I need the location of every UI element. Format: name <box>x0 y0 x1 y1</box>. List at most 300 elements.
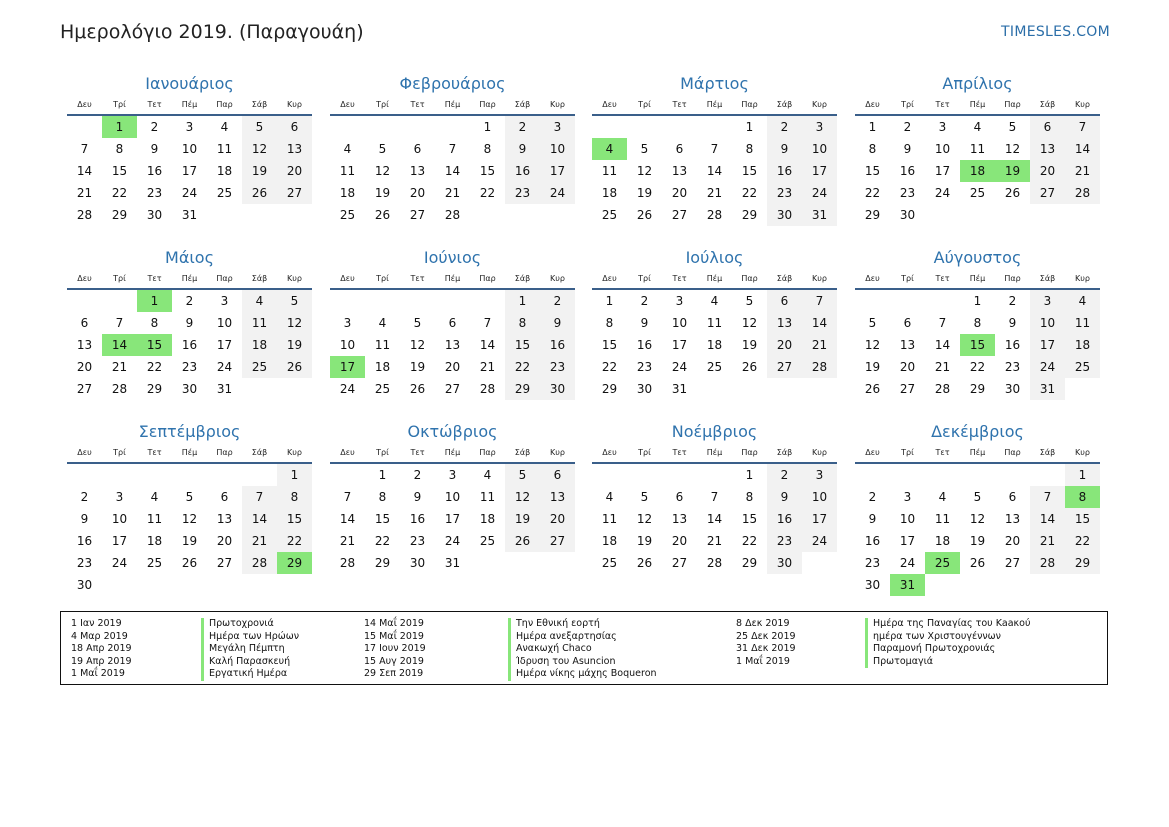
day-cell: 13 <box>1030 138 1065 160</box>
month-block <box>67 73 312 226</box>
day-cell: 18 <box>1065 334 1100 356</box>
day-cell: 9 <box>868 512 877 526</box>
day-cell: 24 <box>802 530 837 552</box>
day-cell: 12 <box>277 312 312 334</box>
day-cell: 26 <box>969 556 986 570</box>
month-name: Μάιος <box>165 248 214 267</box>
day-cell: 28 <box>76 208 93 222</box>
day-cell: 22 <box>1065 530 1100 552</box>
day-cell: 30 <box>636 382 653 396</box>
day-cell: 11 <box>216 142 233 156</box>
day-cell: 19 <box>181 534 198 548</box>
day-cell: 4 <box>605 490 614 504</box>
day-cell: 23 <box>146 186 163 200</box>
day-cell: 3 <box>448 468 457 482</box>
day-cell: 2 <box>413 468 422 482</box>
day-cell: 22 <box>864 186 881 200</box>
empty-cell <box>697 116 732 138</box>
day-cell: 2 <box>150 120 159 134</box>
day-cell: 13 <box>899 338 916 352</box>
day-cell: 18 <box>216 164 233 178</box>
day-cell: 2 <box>767 116 802 138</box>
weekday-label: Τετ <box>672 100 687 109</box>
weekday-header <box>855 271 1100 290</box>
month-block <box>67 421 312 596</box>
day-cell: 12 <box>409 338 426 352</box>
day-cell: 22 <box>505 356 540 378</box>
holiday-name: Καλή Παρασκευή <box>201 656 299 669</box>
day-cell: 18 <box>601 534 618 548</box>
weekday-label: Κυρ <box>550 274 565 283</box>
day-cell: 17 <box>1030 334 1065 356</box>
weekday-header <box>330 271 575 290</box>
day-cell: 3 <box>115 490 124 504</box>
weekday-label: Σάβ <box>1039 274 1056 283</box>
weekday-label: Πέμ <box>969 100 986 109</box>
day-cell: 22 <box>146 360 163 374</box>
holiday-name: Ημέρα της Παναγίας του Κaaκού <box>865 618 1030 631</box>
holiday-name: Πρωτομαγιά <box>865 656 1030 669</box>
day-cell: 23 <box>767 530 802 552</box>
day-cell: 15 <box>1065 508 1100 530</box>
holiday-name: Πρωτοχρονιά <box>201 618 299 631</box>
weekday-label: Πέμ <box>181 448 198 457</box>
day-cell: 7 <box>483 316 492 330</box>
site-link[interactable]: TIMESLES.COM <box>1001 24 1110 40</box>
day-grid <box>592 116 837 226</box>
day-cell: 15 <box>741 512 758 526</box>
weekday-label: Δευ <box>340 274 355 283</box>
day-cell: 4 <box>483 468 492 482</box>
day-cell: 19 <box>505 508 540 530</box>
day-cell: 21 <box>479 360 496 374</box>
day-cell: 9 <box>80 512 89 526</box>
day-cell: 26 <box>1004 186 1021 200</box>
day-cell: 11 <box>601 164 618 178</box>
day-cell: 8 <box>483 142 492 156</box>
day-cell: 29 <box>505 378 540 400</box>
weekday-label: Τετ <box>147 274 162 283</box>
weekday-header <box>67 97 312 116</box>
month-block <box>330 73 575 226</box>
day-cell: 13 <box>76 338 93 352</box>
day-cell: 4 <box>150 490 159 504</box>
day-cell: 21 <box>1065 160 1100 182</box>
day-cell: 13 <box>767 312 802 334</box>
holiday-date: 19 Απρ 2019 <box>71 655 132 667</box>
day-cell: 24 <box>899 556 916 570</box>
month-block <box>855 73 1100 226</box>
day-cell: 2 <box>185 294 194 308</box>
empty-cell <box>330 290 365 312</box>
day-cell: 8 <box>868 142 877 156</box>
empty-cell <box>470 290 505 312</box>
day-cell: 6 <box>1008 490 1017 504</box>
weekday-label: Δευ <box>602 274 617 283</box>
empty-cell <box>435 116 470 138</box>
day-cell: 6 <box>413 142 422 156</box>
day-cell: 7 <box>115 316 124 330</box>
day-cell: 5 <box>640 490 649 504</box>
day-cell: 28 <box>802 356 837 378</box>
day-cell: 7 <box>938 316 947 330</box>
day-cell: 23 <box>899 186 916 200</box>
holiday-names-column <box>508 618 657 681</box>
day-cell: 27 <box>444 382 461 396</box>
day-cell: 13 <box>277 138 312 160</box>
day-cell: 14 <box>1065 138 1100 160</box>
weekday-label: Πέμ <box>969 274 986 283</box>
day-cell: 3 <box>675 294 684 308</box>
day-cell: 31 <box>671 382 688 396</box>
weekday-label: Κυρ <box>550 100 565 109</box>
weekday-label: Παρ <box>216 100 233 109</box>
day-cell: 7 <box>80 142 89 156</box>
day-cell: 7 <box>802 290 837 312</box>
day-cell: 11 <box>339 164 356 178</box>
day-cell: 3 <box>802 464 837 486</box>
month-name: Φεβρουάριος <box>399 74 506 93</box>
weekday-label: Τρί <box>376 274 389 283</box>
month-block <box>330 247 575 400</box>
day-cell: 8 <box>150 316 159 330</box>
day-cell: 28 <box>706 208 723 222</box>
month-name: Απρίλιος <box>942 74 1013 93</box>
day-cell: 14 <box>934 338 951 352</box>
day-cell: 1 <box>745 468 754 482</box>
day-cell: 11 <box>706 316 723 330</box>
day-cell: 2 <box>540 290 575 312</box>
day-cell: 4 <box>220 120 229 134</box>
month-block <box>855 421 1100 596</box>
day-cell: 10 <box>802 138 837 160</box>
empty-cell <box>365 290 400 312</box>
weekday-label: Πέμ <box>706 448 723 457</box>
weekday-label: Πέμ <box>706 100 723 109</box>
day-cell: 21 <box>76 186 93 200</box>
empty-cell <box>662 464 697 486</box>
weekday-label: Δευ <box>77 100 92 109</box>
day-cell: 18 <box>706 338 723 352</box>
empty-cell <box>400 290 435 312</box>
weekday-label: Πέμ <box>444 100 461 109</box>
empty-cell <box>855 464 890 486</box>
day-cell: 12 <box>636 512 653 526</box>
day-cell: 28 <box>479 382 496 396</box>
day-cell: 17 <box>111 534 128 548</box>
weekday-label: Δευ <box>865 448 880 457</box>
empty-cell <box>697 464 732 486</box>
day-cell: 1 <box>745 120 754 134</box>
day-cell: 1 <box>505 290 540 312</box>
holiday-date: 1 Μαΐ 2019 <box>736 655 790 667</box>
day-cell: 21 <box>339 534 356 548</box>
day-cell: 22 <box>741 186 758 200</box>
month-block <box>855 247 1100 400</box>
day-cell: 15 <box>374 512 391 526</box>
day-cell: 18 <box>934 534 951 548</box>
day-cell: 9 <box>903 142 912 156</box>
weekday-label: Παρ <box>479 274 496 283</box>
day-cell: 30 <box>409 556 426 570</box>
holiday-date: 14 Μαΐ 2019 <box>364 618 424 629</box>
holiday-names-column <box>201 618 299 681</box>
day-cell: 27 <box>1004 556 1021 570</box>
weekday-label: Παρ <box>216 448 233 457</box>
day-cell: 16 <box>636 338 653 352</box>
day-cell: 24 <box>1030 356 1065 378</box>
weekday-label: Τρί <box>638 274 651 283</box>
day-cell: 20 <box>409 186 426 200</box>
day-cell: 27 <box>671 208 688 222</box>
day-cell: 15 <box>505 334 540 356</box>
weekday-label: Δευ <box>865 100 880 109</box>
day-cell: 16 <box>76 534 93 548</box>
day-cell: 24 <box>540 182 575 204</box>
day-cell: 26 <box>181 556 198 570</box>
day-cell: 15 <box>111 164 128 178</box>
weekday-header <box>67 271 312 290</box>
day-cell: 7 <box>710 490 719 504</box>
day-cell: 10 <box>540 138 575 160</box>
weekday-label: Τετ <box>935 448 950 457</box>
day-cell: 27 <box>76 382 93 396</box>
weekday-label: Τρί <box>113 100 126 109</box>
empty-cell <box>662 116 697 138</box>
empty-cell <box>995 464 1030 486</box>
day-cell: 29 <box>741 208 758 222</box>
weekday-label: Σάβ <box>776 100 793 109</box>
day-cell: 4 <box>1065 290 1100 312</box>
day-cell: 30 <box>540 378 575 400</box>
empty-cell <box>960 464 995 486</box>
weekday-header <box>855 97 1100 116</box>
weekday-label: Παρ <box>741 448 758 457</box>
day-cell: 30 <box>864 578 881 592</box>
day-cell: 19 <box>409 360 426 374</box>
day-cell: 27 <box>1030 182 1065 204</box>
day-cell: 20 <box>671 534 688 548</box>
month-block <box>67 247 312 400</box>
month-name: Αύγουστος <box>933 248 1022 267</box>
day-cell: 24 <box>339 382 356 396</box>
day-cell: 20 <box>540 508 575 530</box>
empty-cell <box>400 116 435 138</box>
weekday-label: Δευ <box>340 100 355 109</box>
holiday-day-cell: 18 <box>960 160 995 182</box>
weekday-label: Κυρ <box>550 448 565 457</box>
day-cell: 20 <box>444 360 461 374</box>
day-cell: 19 <box>636 186 653 200</box>
day-cell: 26 <box>636 208 653 222</box>
day-cell: 20 <box>671 186 688 200</box>
weekday-label: Σάβ <box>251 448 268 457</box>
weekday-header <box>330 445 575 464</box>
weekday-label: Κυρ <box>1075 448 1090 457</box>
weekday-label: Παρ <box>741 274 758 283</box>
weekday-label: Τετ <box>410 274 425 283</box>
holiday-name: Ημέρα ανεξαρτησίας <box>508 631 657 644</box>
day-cell: 5 <box>868 316 877 330</box>
day-cell: 8 <box>277 486 312 508</box>
day-cell: 5 <box>378 142 387 156</box>
day-cell: 21 <box>111 360 128 374</box>
day-cell: 2 <box>868 490 877 504</box>
day-cell: 1 <box>868 120 877 134</box>
weekday-label: Κυρ <box>287 448 302 457</box>
day-cell: 17 <box>181 164 198 178</box>
day-cell: 12 <box>242 138 277 160</box>
holiday-day-cell: 1 <box>137 290 172 312</box>
holiday-name: Ημέρα νίκης μάχης Boqueron <box>508 668 657 681</box>
day-cell: 27 <box>899 382 916 396</box>
day-cell: 6 <box>277 116 312 138</box>
holiday-date: 1 Μαΐ 2019 <box>71 668 125 680</box>
day-cell: 22 <box>479 186 496 200</box>
day-cell: 27 <box>671 556 688 570</box>
day-cell: 31 <box>216 382 233 396</box>
empty-cell <box>890 464 925 486</box>
empty-cell <box>365 116 400 138</box>
day-cell: 25 <box>339 208 356 222</box>
day-cell: 11 <box>601 512 618 526</box>
empty-cell <box>435 290 470 312</box>
day-cell: 30 <box>767 552 802 574</box>
holiday-day-cell: 15 <box>960 334 995 356</box>
day-grid <box>67 464 312 596</box>
day-cell: 16 <box>767 508 802 530</box>
day-cell: 7 <box>1030 486 1065 508</box>
holiday-name: Ανακωχή Chaco <box>508 643 657 656</box>
holiday-day-cell: 8 <box>1065 486 1100 508</box>
day-cell: 18 <box>242 334 277 356</box>
holiday-name: Την Εθνική εορτή <box>508 618 657 631</box>
day-grid <box>67 290 312 400</box>
weekday-label: Παρ <box>1004 100 1021 109</box>
weekday-label: Παρ <box>1004 448 1021 457</box>
day-cell: 28 <box>1065 182 1100 204</box>
day-cell: 11 <box>242 312 277 334</box>
day-cell: 14 <box>479 338 496 352</box>
day-cell: 11 <box>374 338 391 352</box>
day-cell: 6 <box>675 490 684 504</box>
weekday-label: Πέμ <box>181 274 198 283</box>
day-cell: 24 <box>802 182 837 204</box>
weekday-label: Σάβ <box>1039 448 1056 457</box>
day-cell: 17 <box>540 160 575 182</box>
day-cell: 25 <box>969 186 986 200</box>
day-grid <box>855 464 1100 596</box>
day-cell: 10 <box>111 512 128 526</box>
weekday-header <box>855 445 1100 464</box>
day-cell: 21 <box>706 186 723 200</box>
day-cell: 16 <box>409 512 426 526</box>
weekday-label: Κυρ <box>1075 100 1090 109</box>
day-cell: 10 <box>444 490 461 504</box>
day-cell: 21 <box>706 534 723 548</box>
day-cell: 26 <box>864 382 881 396</box>
day-cell: 7 <box>343 490 352 504</box>
weekday-header <box>330 97 575 116</box>
day-cell: 7 <box>1065 116 1100 138</box>
holiday-date: 15 Αυγ 2019 <box>364 655 424 667</box>
day-cell: 20 <box>1004 534 1021 548</box>
day-cell: 11 <box>969 142 986 156</box>
holiday-name: ημέρα των Χριστουγέννων <box>865 631 1030 644</box>
day-cell: 28 <box>444 208 461 222</box>
holiday-date: 15 Μαΐ 2019 <box>364 630 424 642</box>
day-grid <box>592 290 837 400</box>
day-cell: 31 <box>802 204 837 226</box>
day-cell: 1 <box>483 120 492 134</box>
day-cell: 8 <box>115 142 124 156</box>
weekday-header <box>67 445 312 464</box>
day-cell: 6 <box>903 316 912 330</box>
holiday-day-cell: 19 <box>995 160 1030 182</box>
day-cell: 21 <box>934 360 951 374</box>
month-name: Οκτώβριος <box>407 422 498 441</box>
day-cell: 16 <box>767 160 802 182</box>
day-cell: 16 <box>899 164 916 178</box>
day-cell: 5 <box>640 142 649 156</box>
day-cell: 13 <box>671 512 688 526</box>
month-block <box>592 421 837 574</box>
weekday-label: Δευ <box>865 274 880 283</box>
day-cell: 5 <box>1008 120 1017 134</box>
day-cell: 18 <box>146 534 163 548</box>
holiday-date: 17 Ιουν 2019 <box>364 643 426 655</box>
day-cell: 23 <box>636 360 653 374</box>
day-cell: 10 <box>1030 312 1065 334</box>
day-cell: 25 <box>216 186 233 200</box>
day-cell: 23 <box>409 534 426 548</box>
weekday-header <box>592 445 837 464</box>
day-cell: 29 <box>864 208 881 222</box>
day-cell: 12 <box>1004 142 1021 156</box>
day-cell: 1 <box>378 468 387 482</box>
month-name: Ιούνιος <box>423 248 482 267</box>
day-cell: 3 <box>802 116 837 138</box>
day-cell: 14 <box>802 312 837 334</box>
day-cell: 5 <box>505 464 540 486</box>
day-cell: 28 <box>339 556 356 570</box>
empty-cell <box>925 464 960 486</box>
empty-cell <box>172 464 207 486</box>
day-cell: 10 <box>339 338 356 352</box>
day-cell: 25 <box>374 382 391 396</box>
day-cell: 25 <box>242 356 277 378</box>
day-cell: 29 <box>146 382 163 396</box>
day-cell: 9 <box>505 138 540 160</box>
empty-cell <box>242 464 277 486</box>
empty-cell <box>67 116 102 138</box>
empty-cell <box>627 464 662 486</box>
day-cell: 7 <box>448 142 457 156</box>
month-block <box>592 73 837 226</box>
day-cell: 30 <box>181 382 198 396</box>
day-cell: 24 <box>181 186 198 200</box>
day-cell: 7 <box>710 142 719 156</box>
day-cell: 23 <box>540 356 575 378</box>
day-cell: 4 <box>710 294 719 308</box>
weekday-label: Σάβ <box>776 448 793 457</box>
weekday-label: Τετ <box>672 274 687 283</box>
day-cell: 23 <box>505 182 540 204</box>
day-cell: 20 <box>76 360 93 374</box>
weekday-label: Τρί <box>901 100 914 109</box>
day-cell: 1 <box>973 294 982 308</box>
holiday-day-cell: 4 <box>592 138 627 160</box>
